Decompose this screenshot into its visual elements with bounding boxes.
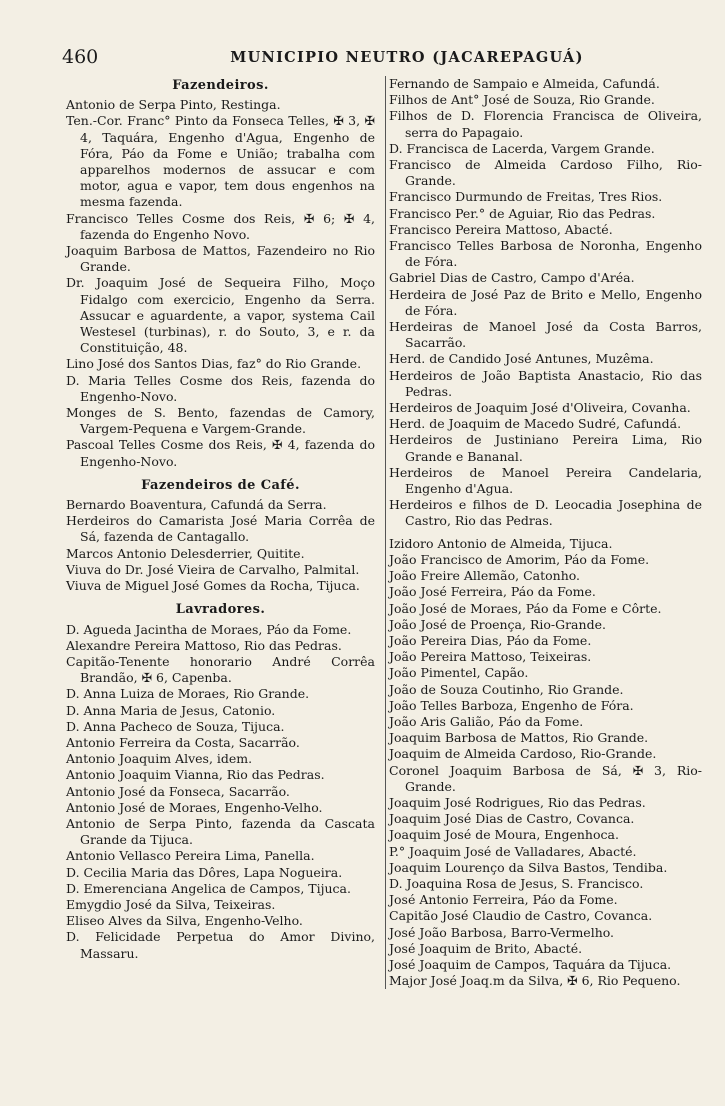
list-item: D. Francisca de Lacerda, Vargem Grande. [389,140,655,156]
list-item: Antonio José de Moraes, Engenho-Velho. [66,799,323,815]
list-item: Gabriel Dias de Castro, Campo d'Aréa. [389,270,635,286]
list-item: Joaquim de Almeida Cardoso, Rio-Grande. [389,746,657,762]
list-item: D. Cecilia Maria das Dôres, Lapa Nogueira. [66,864,343,880]
list-item: Antonio Ferreira da Costa, Sacarrão. [66,734,300,750]
list-item: D. Agueda Jacintha de Moraes, Páo da Fome. [66,621,352,637]
section-heading-lavradores: Lavradores. [175,602,266,618]
list-item: Fernando de Sampaio e Almeida, Cafundá. [389,76,660,91]
list-item: Antonio Joaquim Vianna, Rio das Pedras. [66,767,325,783]
list-item: João Pereira Dias, Páo da Fome. [389,632,592,648]
list-item: José Joaquim de Brito, Abacté. [389,940,583,956]
section-heading-fazendeiros: Fazendeiros. [172,78,269,93]
list-item: D. Emerenciana Angelica de Campos, Tijuca. [66,880,351,896]
list-item: Antonio de Serpa Pinto, fazenda da Cascata Grande da Tijuca. [66,815,375,848]
list-right-continuation [389,76,702,530]
list-item: Bernardo Boaventura, Cafundá da Serra. [66,497,327,513]
list-item: João Aris Galião, Páo da Fome. [389,713,584,729]
list-item: Herdeira de José Paz de Brito e Mello, Engenho de Fóra. [389,286,702,318]
list-item: Francisco Telles Barbosa de Noronha, Engenho de Fóra. [389,238,702,270]
list-item: Antonio de Serpa Pinto, Restinga. [66,97,281,113]
list-item: D. Anna Maria de Jesus, Catonio. [66,702,276,718]
list-item: Viuva do Dr. José Vieira de Carvalho, Palmital. [66,561,360,577]
list-item: Herdeiras de Manoel José da Costa Barros, Sacarrão. [389,319,702,351]
list-item: João Francisco de Amorim, Páo da Fome. [389,551,650,567]
list-item: D. Maria Telles Cosme dos Reis, fazenda do Engenho-Novo. [66,372,375,404]
list-item: Joaquim Lourenço da Silva Bastos, Tendiba. [389,859,668,875]
list-item: Joaquim Barbosa de Mattos, Rio Grande. [389,730,649,746]
list-item: Viuva de Miguel José Gomes da Rocha, Tijuca. [66,578,360,594]
list-item: Herdeiros e filhos de D. Leocadia Josephina de Castro, Rio das Pedras. [389,497,702,529]
list-item: Monges de S. Bento, fazendas de Camory, Vargem-Pequena e Vargem-Grande. [66,405,375,437]
list-item: Coronel Joaquim Barbosa de Sá, ✠ 3, Rio-Grande. [389,762,702,794]
list-item: João Freire Allemão, Catonho. [389,568,581,584]
list-item: Antonio Vellasco Pereira Lima, Panella. [66,848,315,864]
list-item: Francisco Per.° de Aguiar, Rio das Pedras. [389,205,656,221]
right-column [385,76,702,989]
section-heading-fazendeiros-cafe: Fazendeiros de Café. [141,477,300,493]
list-item: Capitão-Tenente honorario André Corrêa Brandão, ✠ 6, Capenba. [66,653,375,686]
list-item: D. Anna Pacheco de Souza, Tijuca. [66,718,285,734]
list-item: Herdeiros de Justiniano Pereira Lima, Rio Grande e Bananal. [389,432,702,464]
list-item: Herdeiros de Joaquim José d'Oliveira, Covanha. [389,400,691,416]
list-item: Emygdio José da Silva, Teixeiras. [66,896,276,912]
list-item: Izidoro Antonio de Almeida, Tijuca. [389,535,613,551]
list-item: Francisco de Almeida Cardoso Filho, Rio-Grande. [389,157,702,189]
list-item: João Telles Barboza, Engenho de Fóra. [389,697,634,713]
list-item: Herd. de Joaquim de Macedo Sudré, Cafundá. [389,416,682,432]
list-lavradores [66,622,375,962]
page-header [62,42,682,72]
list-item: Ten.-Cor. Franc° Pinto da Fonseca Telles, ✠ 3, ✠ 4, Taquára, Engenho d'Agua, Engenho de Fóra, Páo da Fome e União; trabalha com apparelhos modernos de assucar e com motor, agua e vapor, tem dous engenhos na mesma fazenda. [66,113,375,210]
list-item: Filhos de D. Florencia Francisca de Oliveira, serra do Papagaio. [389,108,702,140]
list-item: Francisco Pereira Mattoso, Abacté. [389,221,613,237]
left-column [66,76,375,962]
running-title: MUNICIPIO NEUTRO (JACAREPAGUÁ) [230,48,584,66]
list-item: Alexandre Pereira Mattoso, Rio das Pedras. [66,637,342,653]
list-item: Filhos de Ant° José de Souza, Rio Grande. [389,92,655,108]
list-item: Pascoal Telles Cosme dos Reis, ✠ 4, fazenda do Engenho-Novo. [66,437,375,469]
list-item: João José de Proença, Rio-Grande. [389,616,606,632]
list-item: João José de Moraes, Páo da Fome e Côrte. [389,600,662,616]
list-item: Joaquim José Dias de Castro, Covanca. [389,811,635,827]
list-item: Eliseo Alves da Silva, Engenho-Velho. [66,913,303,929]
list-item: João José Ferreira, Páo da Fome. [389,584,596,600]
list-item: P.° Joaquim José de Valladares, Abacté. [389,843,637,859]
list-item: D. Anna Luiza de Moraes, Rio Grande. [66,686,310,702]
list-item: José Antonio Ferreira, Páo da Fome. [389,892,618,908]
list-item: Herdeiros do Camarista José Maria Corrêa de Sá, fazenda de Cantagallo. [66,513,375,545]
list-item: D. Joaquina Rosa de Jesus, S. Francisco. [389,875,644,891]
list-item: D. Felicidade Perpetua do Amor Divino, Massaru. [66,929,375,961]
list-item: João Pimentel, Capão. [389,665,529,681]
page-number: 460 [62,46,99,68]
list-item: Antonio Joaquim Alves, idem. [66,751,253,767]
list-item: José Joaquim de Campos, Taquára da Tijuca. [389,956,672,972]
list-item: Antonio José da Fonseca, Sacarrão. [66,783,290,799]
list-item: Lino José dos Santos Dias, faz° do Rio Grande. [66,356,362,372]
list-right-lavradores [389,536,702,990]
list-item: Francisco Durmundo de Freitas, Tres Rios. [389,189,663,205]
list-item: Herdeiros de João Baptista Anastacio, Rio das Pedras. [389,367,702,399]
list-item: José João Barbosa, Barro-Vermelho. [389,924,615,940]
list-item: João de Souza Coutinho, Rio Grande. [389,681,624,697]
list-item: Major José Joaq.m da Silva, ✠ 6, Rio Pequeno. [389,973,681,989]
list-item: Marcos Antonio Delesderrier, Quitite. [66,545,305,561]
list-item: Joaquim José de Moura, Engenhoca. [389,827,619,843]
list-item: Joaquim Barbosa de Mattos, Fazendeiro no Rio Grande. [66,243,375,275]
list-item: Francisco Telles Cosme dos Reis, ✠ 6; ✠ 4, fazenda do Engenho Novo. [66,210,375,242]
list-fazendeiros-cafe [66,497,375,594]
list-item: Joaquim José Rodrigues, Rio das Pedras. [389,794,646,810]
list-item: Herdeiros de Manoel Pereira Candelaria, Engenho d'Agua. [389,464,702,497]
list-item: João Pereira Mattoso, Teixeiras. [389,649,592,665]
list-item: Dr. Joaquim José de Sequeira Filho, Moço Fidalgo com exercicio, Engenho da Serra. Assucar e aguardente, a vapor, systema Cail Westesel (turbinas), r. do Souto, 3, e r. da Constituição, 48. [66,275,375,356]
list-fazendeiros [66,97,375,470]
list-item: Herd. de Candido José Antunes, Muzêma. [389,351,654,367]
list-item: Capitão José Claudio de Castro, Covanca. [389,908,653,924]
